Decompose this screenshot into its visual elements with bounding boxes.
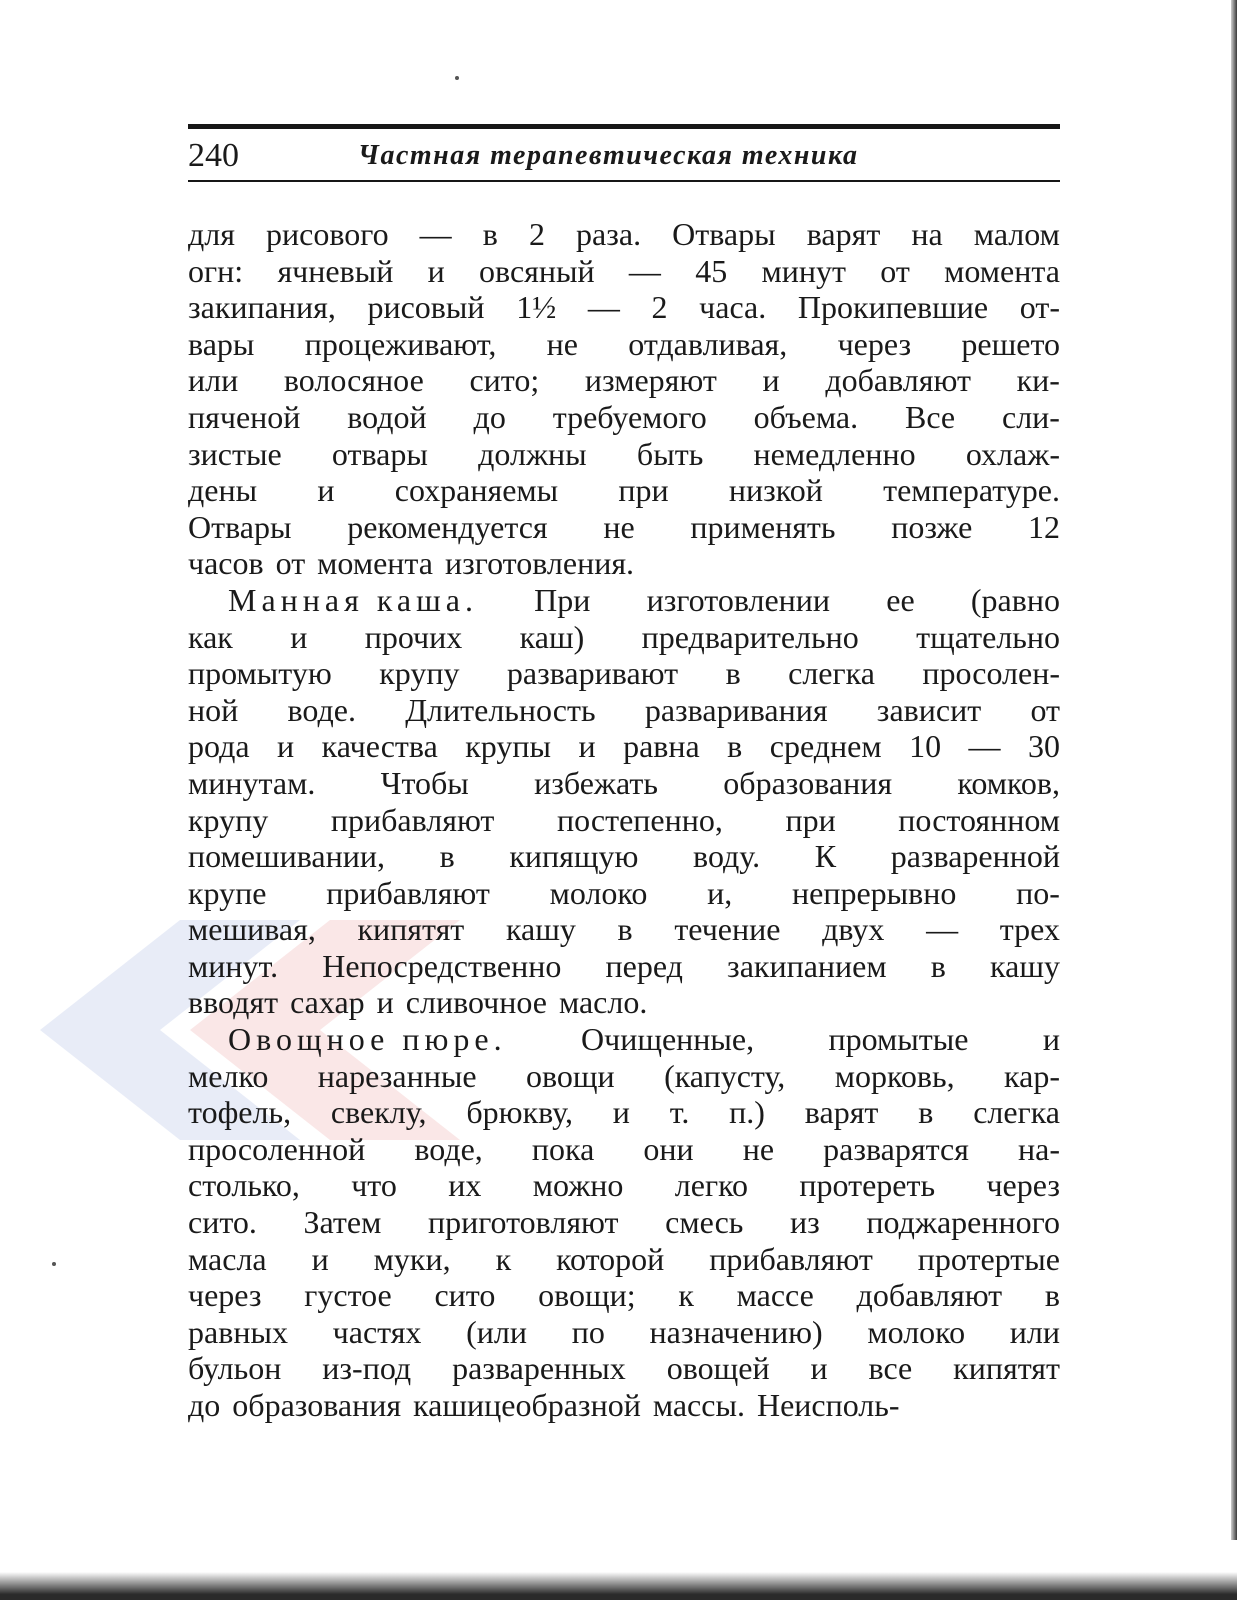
word: рисового: [266, 216, 389, 252]
word: как: [188, 618, 233, 655]
word: 2: [651, 289, 668, 326]
word: кипятят: [953, 1350, 1060, 1387]
word: протертые: [917, 1240, 1060, 1277]
word: раза.: [576, 216, 642, 252]
word: в: [482, 216, 498, 252]
word: вары: [188, 325, 255, 362]
word: крупу: [379, 655, 460, 692]
text-line: [188, 289, 1060, 326]
word: изготовления.: [444, 545, 635, 582]
text-line: [188, 216, 1060, 253]
word: промытую: [188, 655, 332, 692]
word: немедленно: [753, 435, 916, 472]
word: и: [277, 728, 295, 765]
text-line: [188, 1314, 1060, 1351]
word: Отвары: [188, 508, 292, 545]
text-line: [188, 948, 1060, 985]
word: прибавляют: [326, 874, 490, 911]
word: процеживают,: [304, 325, 497, 362]
word: и: [290, 618, 308, 655]
word: из-под: [322, 1350, 412, 1387]
header-rule-top: [188, 124, 1060, 129]
word: равных: [188, 1313, 288, 1350]
word: не: [603, 508, 635, 545]
word: измеряют: [584, 362, 717, 399]
word: массы.: [652, 1387, 745, 1423]
word: при: [785, 801, 836, 838]
text-line: [188, 1204, 1060, 1241]
word: —: [587, 289, 620, 326]
word: и: [317, 472, 335, 509]
paragraph: [188, 1021, 1060, 1424]
word: К: [814, 838, 837, 875]
word: каш): [519, 618, 585, 655]
word: слегка: [973, 1094, 1060, 1131]
word: которой: [556, 1240, 665, 1277]
word: на: [911, 216, 943, 252]
word: отдавливая,: [628, 325, 788, 362]
word: поджаренного: [866, 1204, 1060, 1241]
word: часов: [188, 545, 264, 582]
word: и: [311, 1240, 329, 1277]
page-number: 240: [188, 137, 239, 174]
running-title: Частная терапевтическая техника: [358, 140, 859, 171]
word: кипятят: [357, 911, 465, 948]
word: в: [930, 947, 946, 984]
word: Длительность: [405, 691, 596, 728]
word: разваривания: [644, 691, 828, 728]
word: —: [628, 252, 661, 289]
body-text: [188, 216, 1060, 1424]
word: при: [618, 472, 669, 509]
word: и,: [707, 874, 733, 911]
word: на-: [1017, 1130, 1060, 1167]
text-line: [188, 1241, 1060, 1278]
word: кар-: [1004, 1057, 1060, 1094]
word: свеклу,: [330, 1094, 427, 1131]
word: низкой: [728, 472, 823, 509]
word: масло.: [558, 984, 648, 1021]
word: сито.: [188, 1204, 257, 1241]
word: они: [643, 1130, 694, 1167]
word: дены: [188, 472, 258, 509]
word: из: [789, 1204, 820, 1241]
word: перед: [605, 947, 683, 984]
word: Чтобы: [380, 764, 469, 801]
word: огн:: [188, 252, 244, 289]
word: позже: [891, 508, 973, 545]
word: 2: [528, 216, 545, 252]
word: 10: [909, 728, 942, 765]
word: от: [880, 252, 910, 289]
word: можно: [532, 1167, 624, 1204]
text-line: [188, 399, 1060, 436]
word: массе: [736, 1277, 814, 1314]
word: пока: [531, 1130, 595, 1167]
word: овощей: [666, 1350, 770, 1387]
word: Затем: [303, 1204, 382, 1241]
word: варят: [806, 216, 881, 252]
text-line: [188, 692, 1060, 729]
word: варят: [804, 1094, 879, 1131]
word: от-: [1019, 289, 1060, 326]
text-line: [188, 1131, 1060, 1168]
word: волосяное: [283, 362, 424, 399]
text-line: [188, 619, 1060, 656]
word: сохраняемы: [394, 472, 559, 509]
word: через: [188, 1277, 262, 1314]
text-line: [188, 509, 1060, 546]
text-line: [188, 1277, 1060, 1314]
text-line: [188, 1094, 1060, 1131]
word: разварятся: [823, 1130, 969, 1167]
text-line: [188, 1021, 1060, 1058]
word: п.): [729, 1094, 765, 1131]
word: ки-: [1016, 362, 1060, 399]
word: закипанием: [727, 947, 887, 984]
text-line: [188, 362, 1060, 399]
word: в: [725, 655, 741, 692]
word: от: [275, 545, 306, 582]
word: все: [868, 1350, 913, 1387]
header-rule-bottom: [188, 180, 1060, 182]
word: сито: [434, 1277, 496, 1314]
word: молоко: [549, 874, 648, 911]
word: и: [427, 252, 445, 289]
word: брюкву,: [466, 1094, 573, 1131]
word: сахар: [290, 984, 365, 1021]
word: просоленной: [188, 1130, 366, 1167]
word: —: [926, 911, 959, 948]
word: густое: [304, 1277, 392, 1314]
word: кашу: [990, 947, 1060, 984]
word: крупе: [188, 874, 267, 911]
word: и: [578, 728, 596, 765]
word: —: [968, 728, 1001, 765]
word: к: [678, 1277, 694, 1314]
text-line: [188, 838, 1060, 875]
word: решето: [961, 325, 1060, 362]
word: и: [612, 1094, 630, 1131]
word: предварительно: [641, 618, 859, 655]
word: для: [188, 216, 235, 252]
word: часа.: [699, 289, 767, 326]
text-line: [188, 1387, 1060, 1424]
text-line: [188, 1167, 1060, 1204]
word: и: [1042, 1021, 1060, 1058]
word: мешивая,: [188, 911, 316, 948]
word: Очищенные,: [580, 1021, 755, 1058]
word: воде.: [287, 691, 356, 728]
word: сли-: [1002, 398, 1060, 435]
word: слегка: [788, 655, 875, 692]
word: комков,: [957, 764, 1060, 801]
word: —: [419, 216, 452, 252]
word: изготовлении: [646, 581, 831, 618]
word: отвары: [331, 435, 428, 472]
word: добавляют: [825, 362, 971, 399]
word: Прокипевшие: [797, 289, 989, 326]
paragraph: [188, 582, 1060, 1021]
word: 12: [1027, 508, 1060, 545]
word: прочих: [364, 618, 463, 655]
word: (равно: [970, 581, 1060, 618]
word: быть: [636, 435, 704, 472]
text-line: [188, 655, 1060, 692]
word: применять: [690, 508, 836, 545]
word: образования: [723, 764, 893, 801]
word: закипания,: [188, 289, 336, 326]
word: минутам.: [188, 764, 316, 801]
word: до: [188, 1387, 221, 1423]
word: и: [376, 984, 394, 1021]
word: качества: [321, 728, 438, 765]
word: кипящую: [509, 838, 639, 875]
word: требуемого: [552, 398, 707, 435]
word: сливочное: [405, 984, 547, 1021]
word: При: [534, 581, 591, 618]
word: течение: [674, 911, 781, 948]
word: не: [546, 325, 578, 362]
word: и: [810, 1350, 828, 1387]
word: в: [439, 838, 455, 875]
word: двух: [822, 911, 885, 948]
scan-speck: [455, 76, 459, 80]
text-line: [188, 545, 1060, 582]
word: зависит: [876, 691, 982, 728]
word: малом: [973, 216, 1060, 252]
word: в: [918, 1094, 934, 1131]
text-line: [188, 472, 1060, 509]
word: тофель,: [188, 1094, 292, 1131]
word: разваренной: [890, 838, 1060, 875]
word: помешивании,: [188, 838, 385, 875]
word: в: [1044, 1277, 1060, 1314]
word: тщательно: [916, 618, 1060, 655]
word: молоко: [867, 1313, 966, 1350]
scan-speck: [52, 1262, 56, 1266]
word: нарезанные: [317, 1057, 477, 1094]
word: водой: [347, 398, 427, 435]
word: назначению): [649, 1313, 823, 1350]
text-line: [188, 1058, 1060, 1095]
word: частях: [332, 1313, 422, 1350]
word: не: [742, 1130, 775, 1167]
word: морковь,: [834, 1057, 955, 1094]
word: овсяный: [479, 252, 595, 289]
word: и: [762, 362, 780, 399]
word: образования: [232, 1387, 402, 1423]
word: избежать: [534, 764, 658, 801]
word: рисовый: [367, 289, 485, 326]
text-line: [188, 326, 1060, 363]
text-line: [188, 1350, 1060, 1387]
word: прибавляют: [709, 1240, 873, 1277]
word: смесь: [665, 1204, 744, 1241]
word: 1½: [516, 289, 557, 326]
word: добавляют: [856, 1277, 1003, 1314]
word: непрерывно: [792, 874, 957, 911]
word: Отвары: [672, 216, 776, 252]
word: вводят: [188, 984, 279, 1021]
word: ячневый: [277, 252, 394, 289]
page-header: [188, 124, 1060, 182]
word: сито;: [469, 362, 540, 399]
word: к: [495, 1240, 512, 1277]
word: столько,: [188, 1167, 300, 1204]
word: момента: [944, 252, 1060, 289]
word: их: [448, 1167, 482, 1204]
word: среднем: [769, 728, 882, 765]
word: мелко: [188, 1057, 269, 1094]
word: Неисполь-: [756, 1387, 900, 1423]
word: Непосредственно: [322, 947, 562, 984]
word: от: [1030, 691, 1060, 728]
word: должны: [478, 435, 587, 472]
word: через: [986, 1167, 1060, 1204]
word: равна: [623, 728, 700, 765]
word: крупы: [465, 728, 551, 765]
paragraph: [188, 216, 1060, 582]
word: рода: [188, 728, 250, 765]
word: промытые: [828, 1021, 969, 1058]
word: Все: [904, 398, 956, 435]
word: кашицеобразной: [413, 1387, 641, 1423]
text-line: [188, 728, 1060, 765]
word: прибавляют: [330, 801, 495, 838]
word: объема.: [753, 398, 859, 435]
word: 30: [1028, 728, 1060, 765]
word: 45: [695, 252, 728, 289]
word: разваренных: [452, 1350, 626, 1387]
word: через: [837, 325, 912, 362]
text-line: [188, 582, 1060, 619]
word: что: [351, 1167, 397, 1204]
word: (капусту,: [664, 1057, 786, 1094]
word: или: [1009, 1313, 1060, 1350]
word: в: [617, 911, 633, 948]
word: по: [571, 1313, 605, 1350]
word: бульон: [188, 1350, 282, 1387]
word: крупу: [188, 801, 269, 838]
text-line: [188, 911, 1060, 948]
word: минут.: [188, 947, 279, 984]
word: рекомендуется: [347, 508, 548, 545]
word: момента: [317, 545, 433, 582]
word: постепенно,: [556, 801, 723, 838]
word: до: [473, 398, 506, 435]
word: Овощное пюре.: [228, 1021, 507, 1058]
text-line: [188, 875, 1060, 912]
text-line: [188, 984, 1060, 1021]
word: легко: [674, 1167, 749, 1204]
word: температуре.: [883, 472, 1060, 509]
word: зистые: [188, 435, 282, 472]
word: охлаж-: [965, 435, 1060, 472]
word: разваривают: [506, 655, 679, 692]
page-right-edge-shadow: [1231, 0, 1237, 1540]
word: масла: [188, 1240, 267, 1277]
word: протереть: [799, 1167, 936, 1204]
word: в: [727, 728, 743, 765]
word: приготовляют: [427, 1204, 619, 1241]
word: минут: [761, 252, 846, 289]
text-line: [188, 253, 1060, 290]
word: по-: [1016, 874, 1060, 911]
word: трех: [999, 911, 1060, 948]
word: воде,: [414, 1130, 483, 1167]
word: Манная каша.: [228, 581, 478, 618]
word: овощи;: [538, 1277, 636, 1314]
word: воду.: [693, 838, 761, 875]
text-line: [188, 802, 1060, 839]
text-line: [188, 436, 1060, 473]
text-line: [188, 765, 1060, 802]
word: постоянном: [898, 801, 1060, 838]
word: или: [188, 362, 239, 399]
word: овощи: [525, 1057, 615, 1094]
page-bottom-edge-shadow: [0, 1572, 1237, 1600]
word: т.: [669, 1094, 690, 1131]
word: ее: [886, 581, 915, 618]
word: пяченой: [188, 398, 301, 435]
word: ной: [188, 691, 239, 728]
word: (или: [466, 1313, 527, 1350]
word: просолен-: [922, 655, 1060, 692]
word: кашу: [505, 911, 576, 948]
word: муки,: [373, 1240, 451, 1277]
